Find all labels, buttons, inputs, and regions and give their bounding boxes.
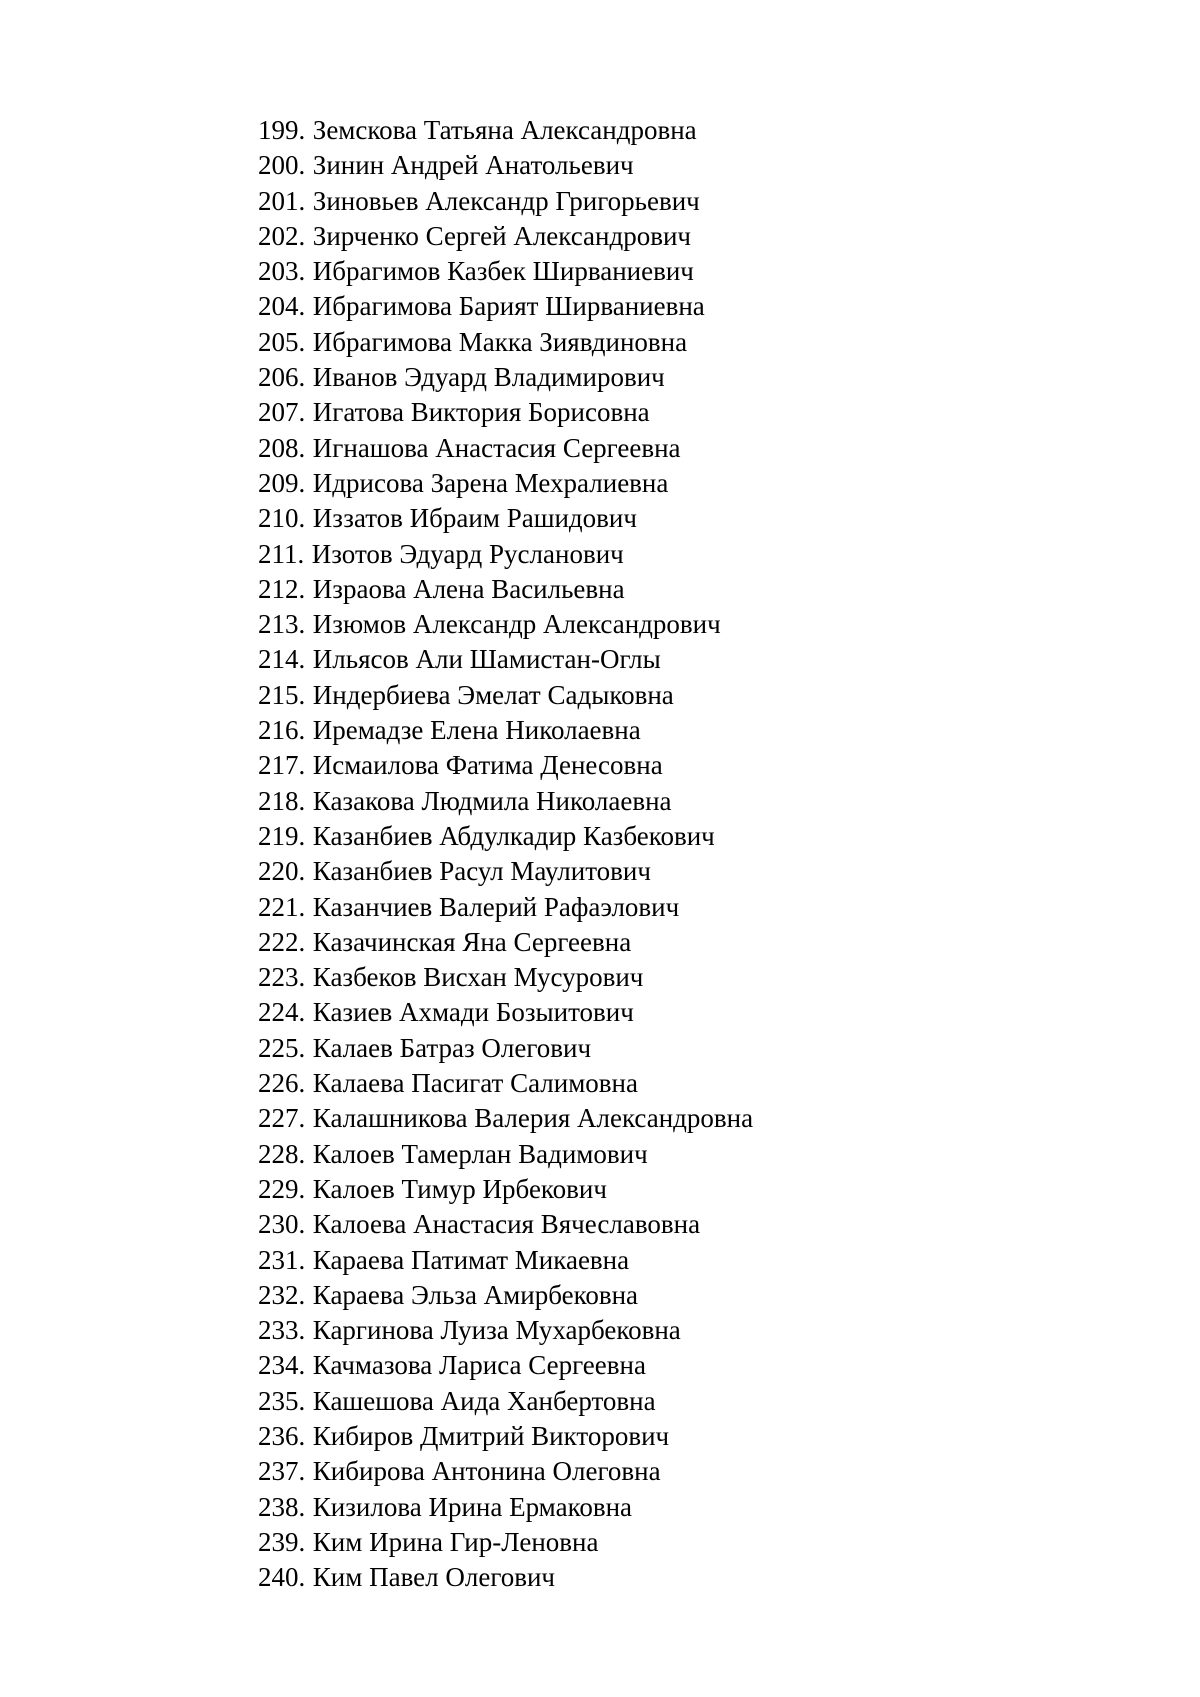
- list-item-name: Ким Ирина Гир-Леновна: [312, 1526, 599, 1557]
- list-item-number: 224.: [258, 997, 306, 1028]
- list-item-name: Калоев Тамерлан Вадимович: [312, 1138, 648, 1169]
- list-item-number: 204.: [258, 291, 306, 322]
- list-item: [258, 960, 753, 995]
- list-item-name: Кашешова Аида Ханбертовна: [312, 1385, 656, 1416]
- list-item-number: 239.: [258, 1526, 306, 1557]
- list-item: [258, 1313, 753, 1348]
- list-item-name: Зинин Андрей Анатольевич: [312, 150, 634, 181]
- list-item-name: Иремадзе Елена Николаевна: [312, 715, 641, 746]
- list-item-name: Иванов Эдуард Владимирович: [312, 362, 665, 393]
- list-item-number: 215.: [258, 679, 306, 710]
- list-item: [258, 642, 753, 677]
- list-item-number: 203.: [258, 256, 306, 287]
- list-item-name: Каргинова Луиза Мухарбековна: [312, 1315, 681, 1346]
- list-item-name: Казиев Ахмади Бозыитович: [312, 997, 634, 1028]
- list-item-number: 213.: [258, 609, 306, 640]
- list-item: [258, 995, 753, 1030]
- list-item: [258, 678, 753, 713]
- list-item-number: 209.: [258, 467, 306, 498]
- list-item: [258, 890, 753, 925]
- list-item-name: Изюмов Александр Александрович: [312, 609, 721, 640]
- list-item-name: Израова Алена Васильевна: [312, 573, 625, 604]
- list-item-number: 207.: [258, 397, 306, 428]
- list-item: [258, 748, 753, 783]
- list-item-name: Калоев Тимур Ирбекович: [312, 1173, 607, 1204]
- list-item: [258, 501, 753, 536]
- list-item: [258, 360, 753, 395]
- list-item: [258, 713, 753, 748]
- list-item: [258, 431, 753, 466]
- list-item-name: Ибрагимова Макка Зиявдиновна: [312, 326, 688, 357]
- list-item-name: Зиновьев Александр Григорьевич: [312, 185, 700, 216]
- list-item-name: Ибрагимов Казбек Ширваниевич: [312, 256, 694, 287]
- list-item: [258, 1066, 753, 1101]
- list-item-name: Калоева Анастасия Вячеславовна: [312, 1209, 701, 1240]
- list-item-number: 208.: [258, 432, 306, 463]
- list-item-name: Ильясов Али Шамистан-Оглы: [312, 644, 661, 675]
- list-item: [258, 148, 753, 183]
- list-item-name: Исмаилова Фатима Денесовна: [312, 750, 663, 781]
- list-item-number: 214.: [258, 644, 306, 675]
- list-item-number: 230.: [258, 1209, 306, 1240]
- list-item-number: 221.: [258, 891, 306, 922]
- list-item: [258, 925, 753, 960]
- list-item: [258, 854, 753, 889]
- list-item: [258, 1348, 753, 1383]
- list-item: [258, 1207, 753, 1242]
- list-item-name: Кибиров Дмитрий Викторович: [312, 1420, 670, 1451]
- list-item-name: Земскова Татьяна Александровна: [312, 115, 697, 145]
- list-item-number: 231.: [258, 1244, 306, 1275]
- list-item: [258, 219, 753, 254]
- list-item: [258, 1525, 753, 1560]
- list-item: [258, 537, 753, 572]
- list-item: [258, 572, 753, 607]
- list-item-number: 236.: [258, 1420, 306, 1451]
- list-item-number: 235.: [258, 1385, 306, 1416]
- list-item: [258, 113, 753, 148]
- list-item: [258, 395, 753, 430]
- name-list: [258, 113, 753, 1595]
- list-item-name: Казбеков Висхан Мусурович: [312, 962, 644, 993]
- list-item-name: Караева Эльза Амирбековна: [312, 1279, 639, 1310]
- list-item-name: Кибирова Антонина Олеговна: [312, 1456, 661, 1487]
- list-item-name: Калашникова Валерия Александровна: [312, 1103, 754, 1134]
- list-item-name: Калаева Пасигат Салимовна: [312, 1068, 638, 1099]
- list-item: [258, 1454, 753, 1489]
- list-item-number: 223.: [258, 962, 306, 993]
- list-item-name: Зирченко Сергей Александрович: [312, 220, 691, 251]
- list-item: [258, 819, 753, 854]
- list-item-number: 211.: [258, 538, 305, 569]
- list-item-number: 232.: [258, 1279, 306, 1310]
- list-item-number: 240.: [258, 1562, 306, 1593]
- list-item-number: 226.: [258, 1068, 306, 1099]
- list-item: [258, 1137, 753, 1172]
- list-item: [258, 289, 753, 324]
- list-item-number: 228.: [258, 1138, 306, 1169]
- list-item-number: 216.: [258, 715, 306, 746]
- list-item-name: Изотов Эдуард Русланович: [311, 538, 624, 569]
- list-item-number: 210.: [258, 503, 306, 534]
- list-item-number: 217.: [258, 750, 306, 781]
- list-item-number: 225.: [258, 1032, 306, 1063]
- list-item: [258, 184, 753, 219]
- list-item-name: Идрисова Зарена Мехралиевна: [312, 467, 669, 498]
- list-item-number: 205.: [258, 326, 306, 357]
- list-item: [258, 325, 753, 360]
- list-item-name: Казакова Людмила Николаевна: [312, 785, 672, 816]
- list-item-number: 202.: [258, 220, 306, 251]
- list-item-number: 237.: [258, 1456, 306, 1487]
- list-item-name: Казанчиев Валерий Рафаэлович: [312, 891, 680, 922]
- list-item-name: Игатова Виктория Борисовна: [312, 397, 650, 428]
- list-item-name: Казанбиев Расул Маулитович: [312, 856, 651, 887]
- list-item: [258, 1101, 753, 1136]
- list-item: [258, 1560, 753, 1595]
- list-item-name: Индербиева Эмелат Садыковна: [312, 679, 674, 710]
- list-item-name: Игнашова Анастасия Сергеевна: [312, 432, 681, 463]
- list-item-name: Калаев Батраз Олегович: [312, 1032, 592, 1063]
- list-item: [258, 1243, 753, 1278]
- list-item-number: 199.: [258, 115, 306, 145]
- list-item-number: 227.: [258, 1103, 306, 1134]
- list-item-name: Качмазова Лариса Сергеевна: [312, 1350, 646, 1381]
- list-item: [258, 466, 753, 501]
- list-item-name: Караева Патимат Микаевна: [312, 1244, 630, 1275]
- list-item-number: 212.: [258, 573, 306, 604]
- list-item-number: 200.: [258, 150, 306, 181]
- list-item: [258, 607, 753, 642]
- list-item-number: 218.: [258, 785, 306, 816]
- list-item: [258, 1384, 753, 1419]
- list-item-name: Ким Павел Олегович: [312, 1562, 556, 1593]
- list-item-number: 201.: [258, 185, 306, 216]
- list-item: [258, 1490, 753, 1525]
- list-item: [258, 254, 753, 289]
- list-item: [258, 1031, 753, 1066]
- list-item-number: 220.: [258, 856, 306, 887]
- list-item-name: Иззатов Ибраим Рашидович: [312, 503, 637, 534]
- list-item-number: 234.: [258, 1350, 306, 1381]
- list-item-name: Казачинская Яна Сергеевна: [312, 926, 632, 957]
- list-item-number: 219.: [258, 820, 306, 851]
- list-item-number: 238.: [258, 1491, 306, 1522]
- list-item-name: Ибрагимова Барият Ширваниевна: [312, 291, 705, 322]
- list-item: [258, 1419, 753, 1454]
- list-item-number: 222.: [258, 926, 306, 957]
- list-item-number: 233.: [258, 1315, 306, 1346]
- list-item-name: Казанбиев Абдулкадир Казбекович: [312, 820, 715, 851]
- list-item: [258, 784, 753, 819]
- list-item: [258, 1278, 753, 1313]
- list-item-number: 206.: [258, 362, 306, 393]
- list-item: [258, 1172, 753, 1207]
- list-item-name: Кизилова Ирина Ермаковна: [312, 1491, 632, 1522]
- list-item-number: 229.: [258, 1173, 306, 1204]
